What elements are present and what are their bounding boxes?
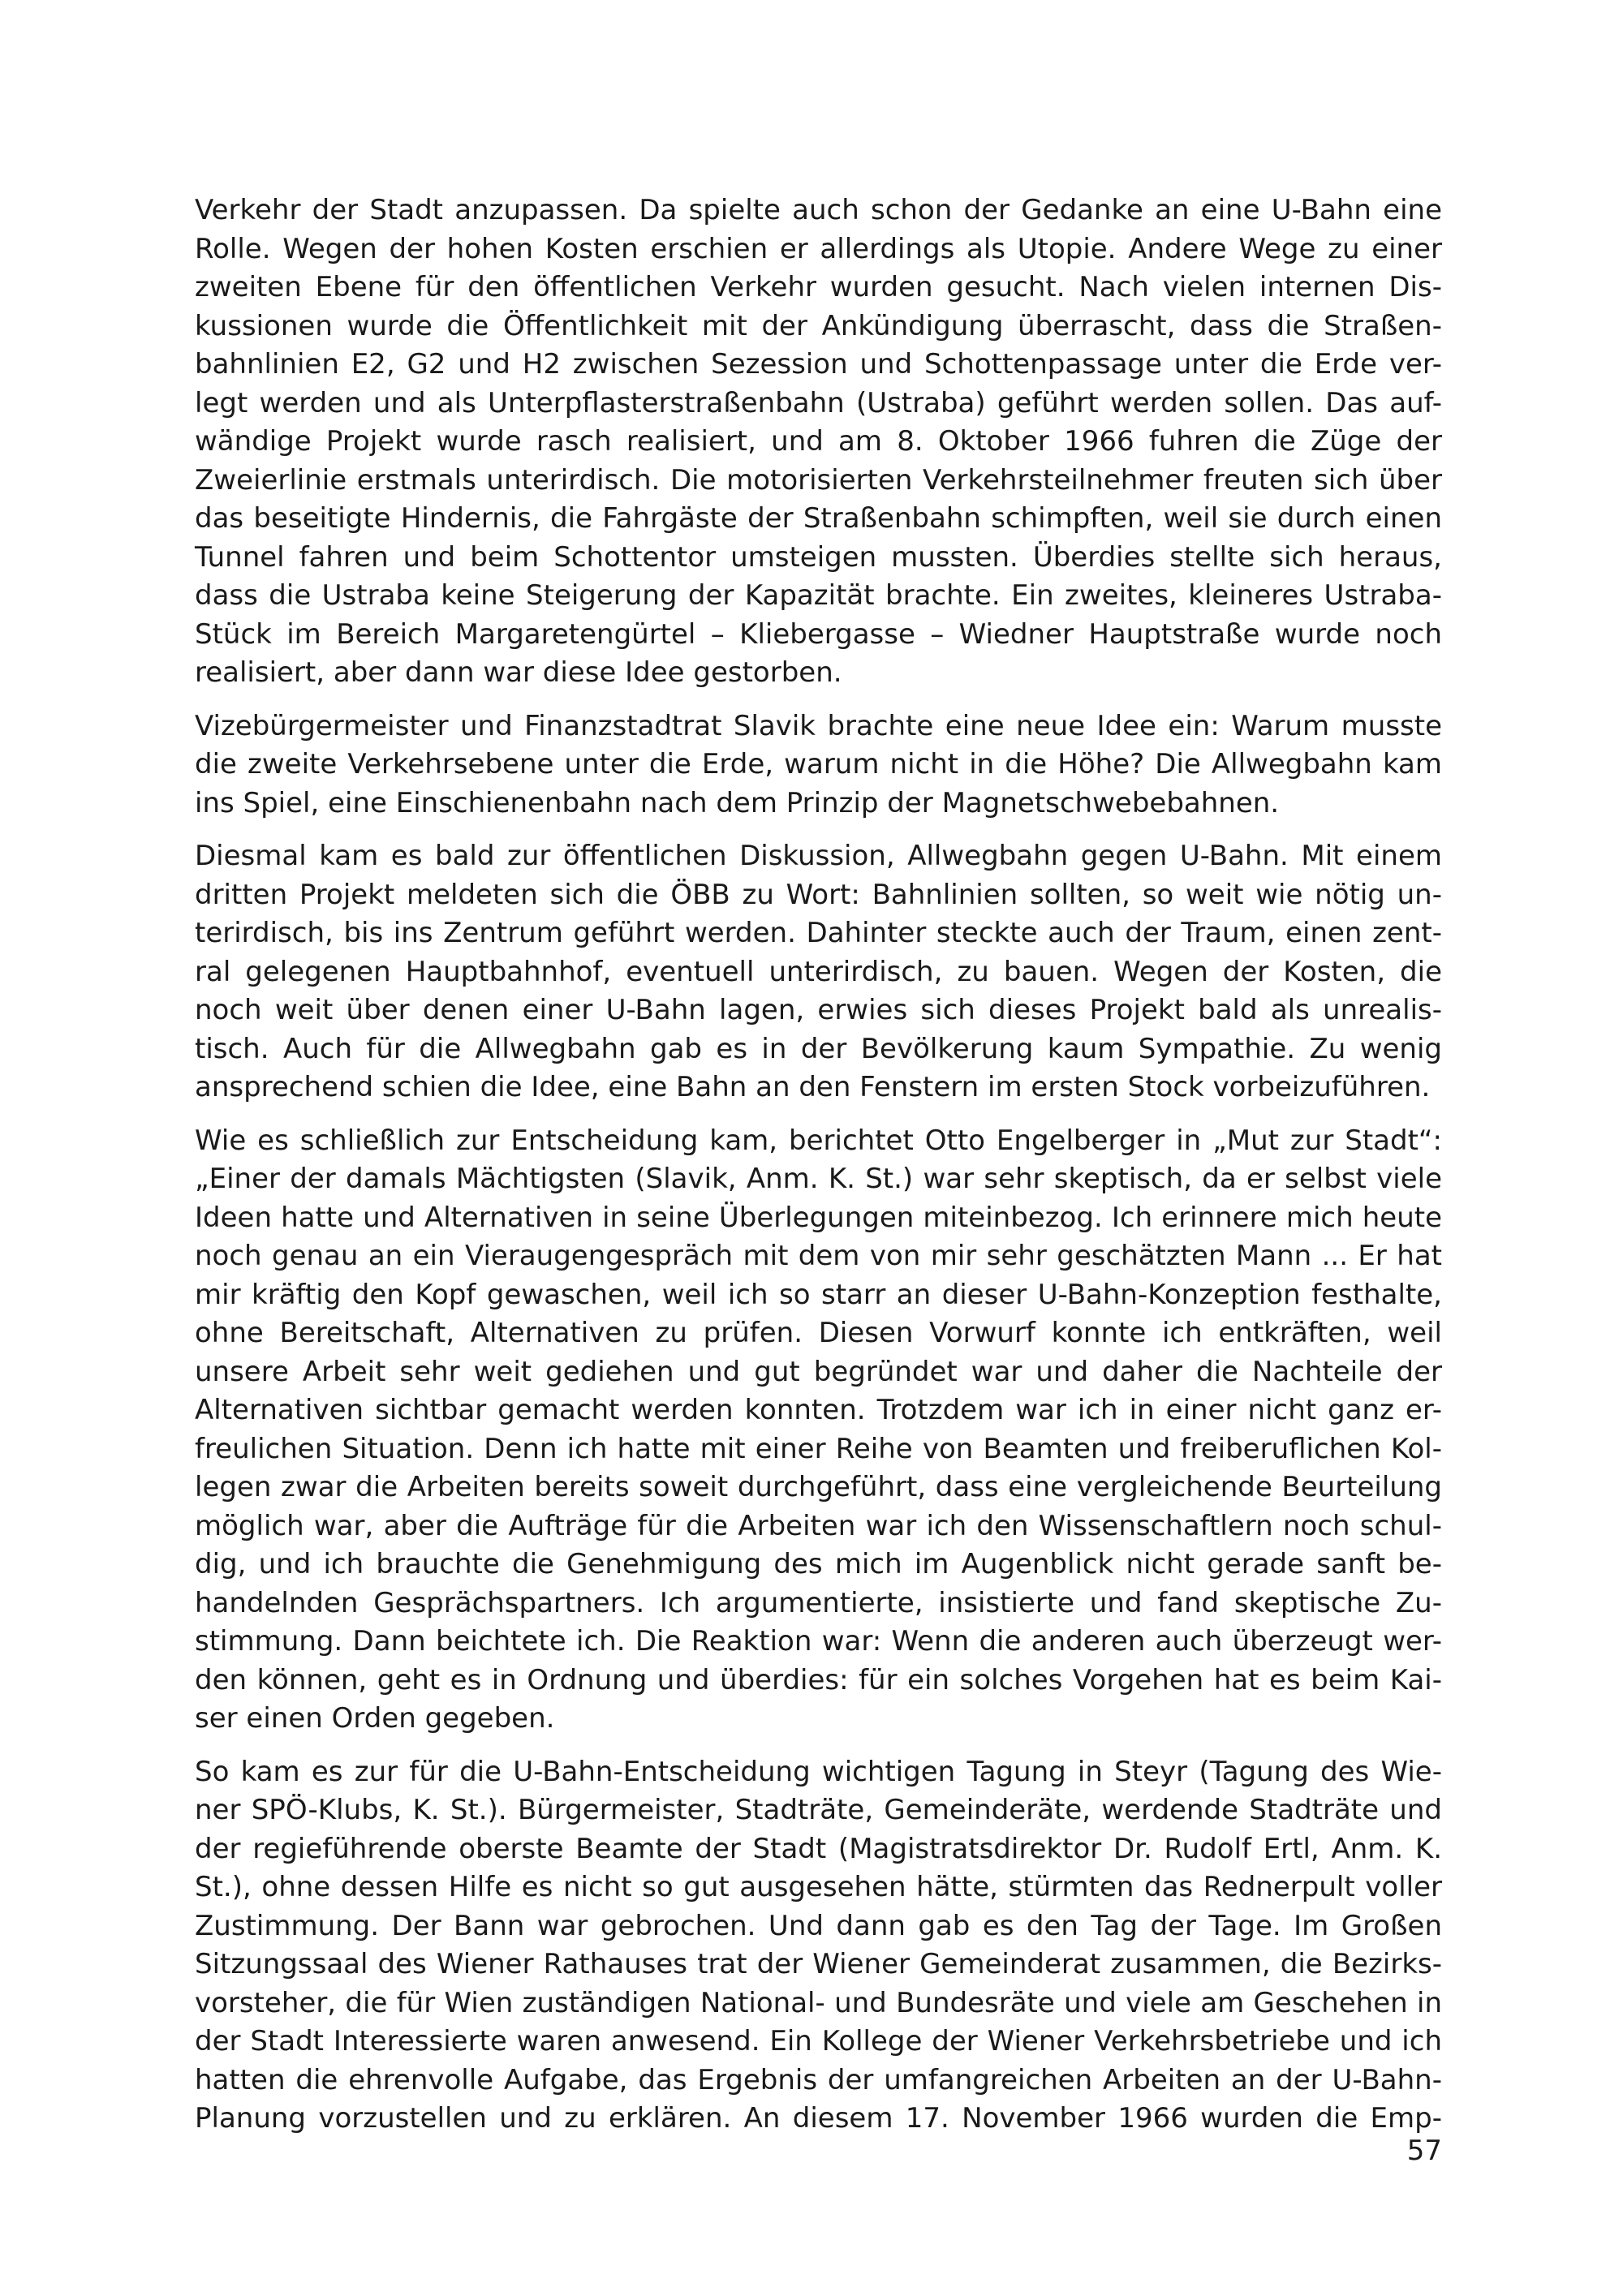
text-line: dass die Ustraba keine Steigerung der Kapazität brachte. Ein zweites, kleineres Ustraba- [195,579,1442,612]
text-line: vorsteher, die für Wien zuständigen National- und Bundesräte und viele am Geschehen in [195,1986,1442,2019]
text-line: „Einer der damals Mächtigsten (Slavik, Anm. K. St.) war sehr skeptisch, da er selbst viele [195,1163,1442,1195]
text-line: legen zwar die Arbeiten bereits soweit durchgeführt, dass eine vergleichende Beurteilung [195,1471,1442,1503]
text-line: Verkehr der Stadt anzupassen. Da spielte auch schon der Gedanke an eine U-Bahn eine [195,194,1442,226]
text-line: den können, geht es in Ordnung und überdies: für ein solches Vorgehen hat es beim Kai- [195,1663,1442,1696]
text-line: ner SPÖ-Klubs, K. St.). Bürgermeister, Stadträte, Gemeinderäte, werdende Stadträte und [195,1794,1442,1826]
text-line: realisiert, aber dann war diese Idee gestorben. [195,656,842,689]
text-line: der regieführende oberste Beamte der Stadt (Magistratsdirektor Dr. Rudolf Ertl, Anm. K. [195,1832,1442,1865]
text-line: ohne Bereitschaft, Alternativen zu prüfen. Diesen Vorwurf konnte ich entkräften, weil [195,1317,1442,1349]
text-line: wändige Projekt wurde rasch realisiert, und am 8. Oktober 1966 fuhren die Züge der [195,425,1442,458]
text-line: der Stadt Interessierte waren anwesend. Ein Kollege der Wiener Verkehrsbetriebe und ich [195,2025,1442,2057]
text-line: Alternativen sichtbar gemacht werden konnten. Trotzdem war ich in einer nicht ganz er- [195,1394,1442,1426]
text-line: So kam es zur für die U-Bahn-Entscheidung wichtigen Tagung in Steyr (Tagung des Wie- [195,1755,1442,1788]
text-line: Vizebürgermeister und Finanzstadtrat Slavik brachte eine neue Idee ein: Warum musste [195,709,1442,742]
text-line: mir kräftig den Kopf gewaschen, weil ich so starr an dieser U-Bahn-Konzeption festhalte, [195,1278,1442,1311]
text-line: dritten Projekt meldeten sich die ÖBB zu Wort: Bahnlinien sollten, so weit wie nötig un- [195,878,1442,911]
text-line: hatten die ehrenvolle Aufgabe, das Ergebnis der umfangreichen Arbeiten an der U-Bahn- [195,2063,1442,2096]
text-line: Stück im Bereich Margaretengürtel – Kliebergasse – Wiedner Hauptstraße wurde noch [195,617,1442,651]
text-line: tisch. Auch für die Allwegbahn gab es in der Bevölkerung kaum Sympathie. Zu wenig [195,1032,1442,1065]
text-line: ins Spiel, eine Einschienenbahn nach dem Prinzip der Magnetschwebebahnen. [195,786,1280,819]
text-line: Ideen hatte und Alternativen in seine Überlegungen miteinbezog. Ich erinnere mich heute [195,1201,1442,1234]
text-line: zweiten Ebene für den öffentlichen Verkehr wurden gesucht. Nach vielen internen Dis- [195,271,1442,303]
text-line: ser einen Orden gegeben. [195,1702,555,1735]
body-text [195,191,1442,2153]
paragraph [195,837,1442,1107]
text-line: ral gelegenen Hauptbahnhof, eventuell unterirdisch, zu bauen. Wegen der Kosten, die [195,955,1442,988]
text-line: Sitzungssaal des Wiener Rathauses trat der Wiener Gemeinderat zusammen, die Bezirks- [195,1948,1442,1980]
paragraph [195,1753,1442,2139]
text-line: das beseitigte Hindernis, die Fahrgäste der Straßenbahn schimpften, weil sie durch einen [195,502,1442,535]
text-line: Rolle. Wegen der hohen Kosten erschien er allerdings als Utopie. Andere Wege zu einer [195,232,1442,265]
text-line: möglich war, aber die Aufträge für die Arbeiten war ich den Wissenschaftlern noch schul- [195,1509,1442,1542]
text-line: unsere Arbeit sehr weit gediehen und gut begründet war und daher die Nachteile der [195,1355,1442,1388]
text-line: Tunnel fahren und beim Schottentor umsteigen mussten. Überdies stellte sich heraus, [195,540,1442,574]
text-line: Zustimmung. Der Bann war gebrochen. Und dann gab es den Tag der Tage. Im Großen [195,1909,1442,1942]
text-line: noch genau an ein Vieraugengespräch mit dem von mir sehr geschätzten Mann ... Er hat [195,1240,1442,1272]
text-line: terirdisch, bis ins Zentrum geführt werden. Dahinter steckte auch der Traum, einen zent- [195,917,1442,949]
paragraph [195,1122,1442,1739]
text-line: legt werden und als Unterpflasterstraßenbahn (Ustraba) geführt werden sollen. Das auf- [195,386,1442,419]
text-line: stimmung. Dann beichtete ich. Die Reaktion war: Wenn die anderen auch überzeugt wer- [195,1625,1442,1658]
text-line: Diesmal kam es bald zur öffentlichen Diskussion, Allwegbahn gegen U-Bahn. Mit einem [195,840,1442,872]
text-line: kussionen wurde die Öffentlichkeit mit der Ankündigung überrascht, dass die Straßen- [195,309,1442,342]
text-line: Planung vorzustellen und zu erklären. An diesem 17. November 1966 wurden die Emp- [195,2102,1442,2135]
paragraph [195,191,1442,693]
text-line: die zweite Verkehrsebene unter die Erde, warum nicht in die Höhe? Die Allwegbahn kam [195,748,1442,780]
text-line: Wie es schließlich zur Entscheidung kam, berichtet Otto Engelberger in „Mut zur Stadt“: [195,1124,1442,1157]
page-number: 57 [1406,2135,1442,2167]
text-line: ansprechend schien die Idee, eine Bahn an den Fenstern im ersten Stock vorbeizuführen. [195,1071,1431,1103]
text-line: Zweierlinie erstmals unterirdisch. Die motorisierten Verkehrsteilnehmer freuten sich über [195,463,1442,497]
text-line: dig, und ich brauchte die Genehmigung des mich im Augenblick nicht gerade sanft be- [195,1548,1442,1580]
text-line: bahnlinien E2, G2 und H2 zwischen Sezession und Schottenpassage unter die Erde ver- [195,348,1442,381]
paragraph [195,707,1442,823]
text-line: freulichen Situation. Denn ich hatte mit einer Reihe von Beamten und freiberuflichen Kol- [195,1432,1442,1465]
text-line: St.), ohne dessen Hilfe es nicht so gut ausgesehen hätte, stürmten das Rednerpult voller [195,1871,1442,1903]
text-line: handelnden Gesprächspartners. Ich argumentierte, insistierte und fand skeptische Zu- [195,1586,1442,1619]
text-line: noch weit über denen einer U-Bahn lagen, erwies sich dieses Projekt bald als unrealis- [195,994,1442,1026]
